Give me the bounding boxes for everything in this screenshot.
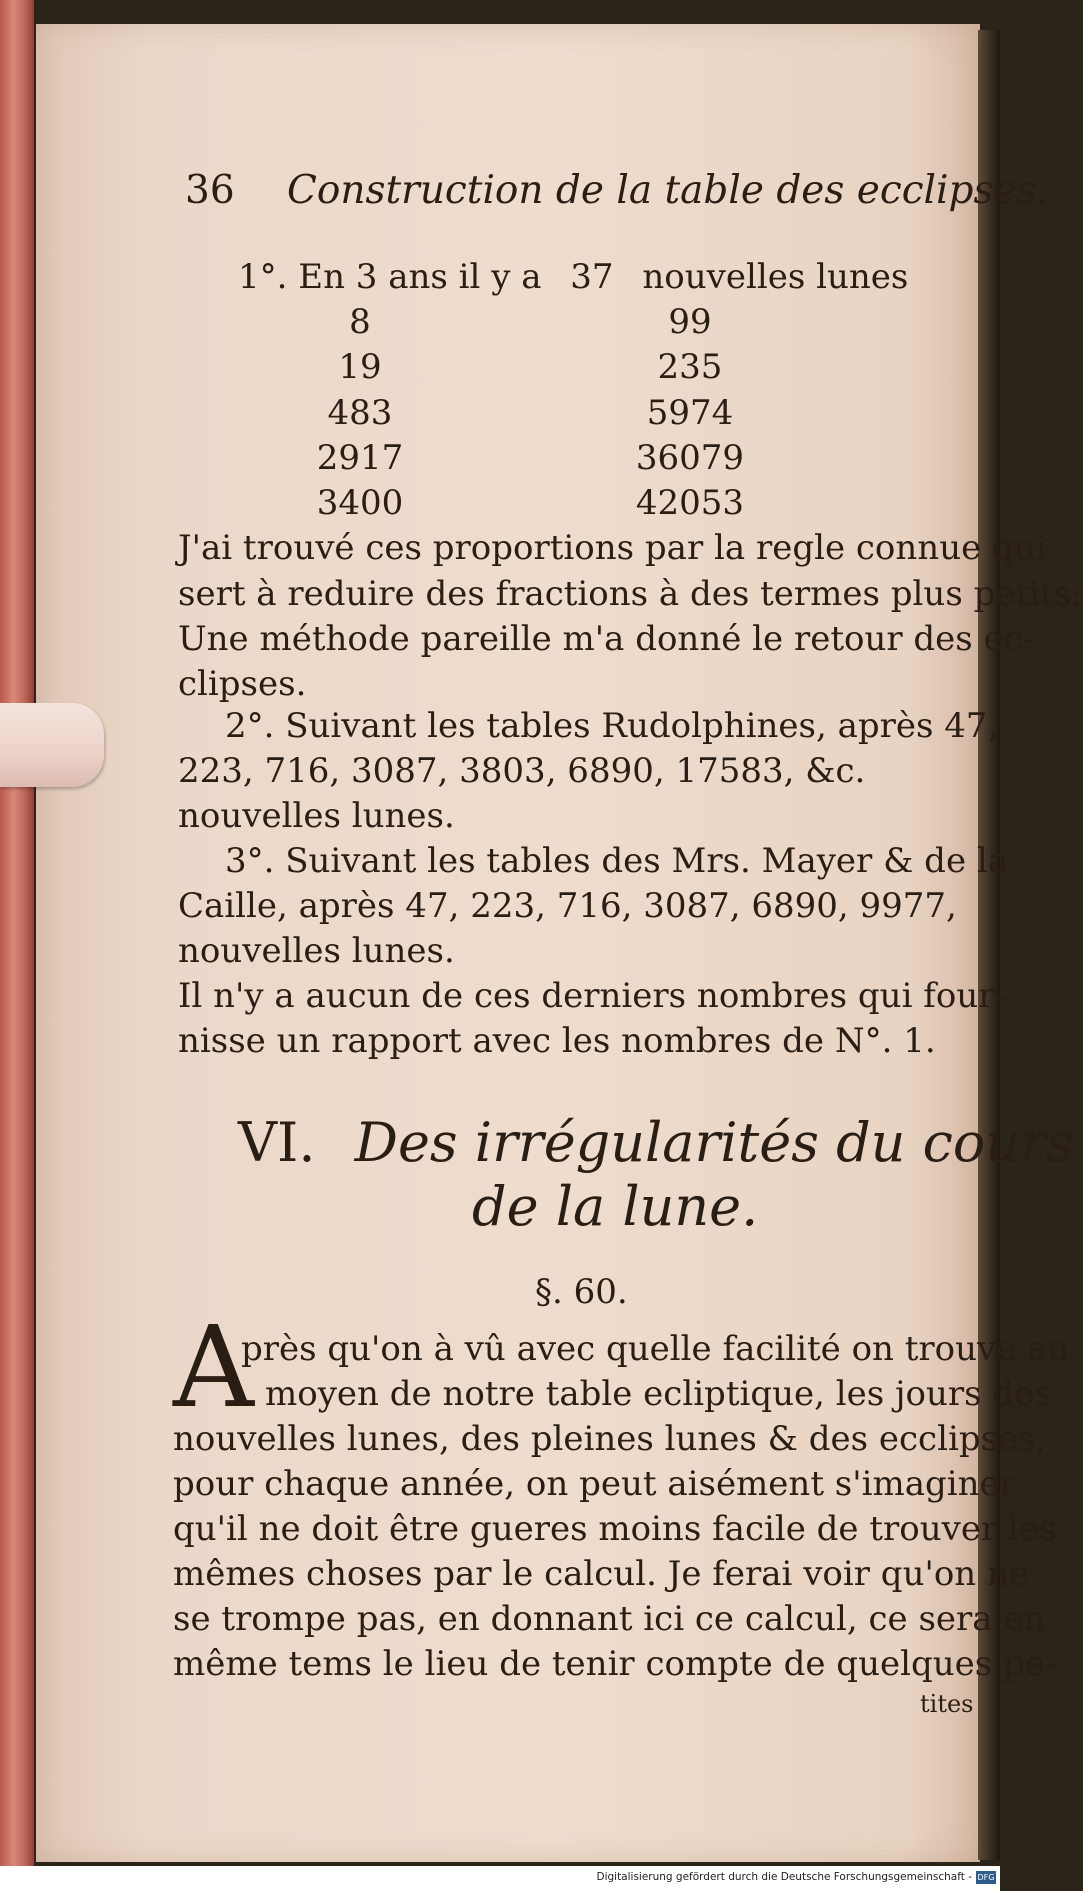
dfg-logo-icon: DFG — [977, 1873, 995, 1882]
bookmark-tab — [0, 703, 104, 787]
text-line: se trompe pas, en donnant ici ce calcul, ce sera en — [173, 1599, 1046, 1639]
chapter-title-line2: de la lune. — [472, 1175, 759, 1238]
chapter-heading — [238, 1111, 1074, 1174]
catchword: tites — [920, 1690, 974, 1718]
text-line: nouvelles lunes. — [178, 796, 455, 836]
table-cell-lunes: 99 — [668, 302, 712, 342]
table-intro-line — [238, 257, 908, 297]
table-cell-lunes: 42053 — [635, 483, 745, 523]
text-line: Une méthode pareille m'a donné le retour des ec- — [178, 619, 1035, 659]
table-cell-lunes: 235 — [657, 347, 723, 387]
table-cell-years: 2917 — [316, 438, 404, 478]
running-header — [185, 168, 1049, 213]
text-line: Il n'y a aucun de ces derniers nombres qui four- — [178, 976, 1006, 1016]
text-line: 2°. Suivant les tables Rudolphines, après 47, — [225, 706, 999, 746]
text-line: nouvelles lunes, des pleines lunes & des ecclipses, — [173, 1419, 1047, 1459]
text-line: mêmes choses par le calcul. Je ferai voir qu'on ne — [173, 1554, 1030, 1594]
book-page-edge — [0, 0, 34, 1891]
section-mark: §. 60. — [535, 1272, 628, 1312]
text-line: clipses. — [178, 664, 307, 704]
table-cell-lunes: 36079 — [635, 438, 745, 478]
text-line: nisse un rapport avec les nombres de N°. 1. — [178, 1021, 936, 1061]
running-title: Construction de la table des ecclipses. — [287, 168, 1049, 213]
text-line: pour chaque année, on peut aisément s'imaginer — [173, 1464, 1016, 1504]
text-line: qu'il ne doit être gueres moins facile de trouver les — [173, 1509, 1057, 1549]
table-cell-years: 8 — [349, 302, 371, 342]
text-line: Caille, après 47, 223, 716, 3087, 6890, 9977, — [178, 886, 957, 926]
table-cell-lunes: 5974 — [646, 393, 734, 433]
text-line: nouvelles lunes. — [178, 931, 455, 971]
text-line: même tems le lieu de tenir compte de quelques pe- — [173, 1644, 1057, 1684]
table-cell-years: 3400 — [316, 483, 404, 523]
text-line: moyen de notre table ecliptique, les jours des — [265, 1374, 1052, 1414]
chapter-title-line1: Des irrégularités du cours — [354, 1111, 1074, 1174]
text-line: J'ai trouvé ces proportions par la regle connue qui — [178, 528, 1047, 568]
intro-unit: nouvelles lunes — [642, 257, 909, 297]
text-line: 223, 716, 3087, 3803, 6890, 17583, &c. — [178, 751, 866, 791]
table-cell-years: 483 — [327, 393, 393, 433]
text-line: sert à reduire des fractions à des termes plus petits: — [178, 574, 1083, 614]
text-line: près qu'on à vû avec quelle facilité on trouve au — [241, 1329, 1070, 1369]
table-cell-years: 19 — [338, 347, 382, 387]
digitization-credit: Digitalisierung gefördert durch die Deutsche Forschungsgemeinschaft - — [596, 1871, 972, 1883]
text-line: 3°. Suivant les tables des Mrs. Mayer & de la — [225, 841, 1009, 881]
intro-count: 37 — [570, 257, 614, 297]
drop-cap: A — [173, 1303, 254, 1433]
chapter-numeral: VI. — [238, 1111, 316, 1174]
intro-label: 1°. En 3 ans il y a — [238, 257, 542, 297]
page-number: 36 — [185, 168, 235, 213]
